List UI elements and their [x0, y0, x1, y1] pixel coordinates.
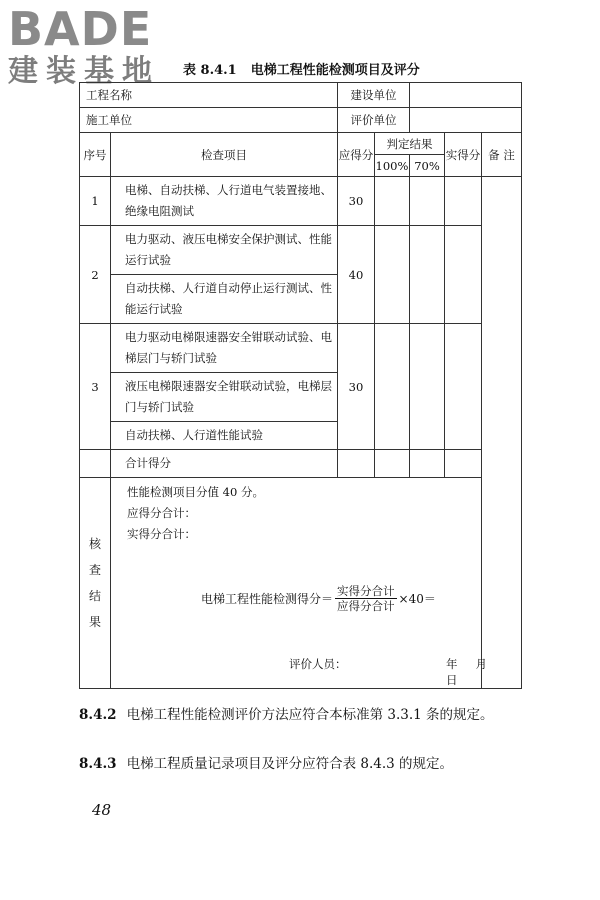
item-cell: 电力驱动、液压电梯安全保护测试、性能运行试验	[111, 226, 338, 275]
seq-cell: 2	[80, 226, 111, 324]
table-row	[80, 324, 522, 373]
performance-table	[79, 82, 522, 689]
header-item: 检查项目	[111, 133, 338, 177]
seq-cell: 3	[80, 324, 111, 450]
logo-subtitle: 建装基地	[8, 54, 160, 89]
formula-denominator: 应得分合计	[337, 599, 395, 613]
header-remark: 备 注	[482, 133, 522, 177]
check-result-row	[80, 478, 522, 689]
result-line-1: 性能检测项目分值 40 分。	[127, 485, 264, 499]
table-header-row	[80, 133, 522, 155]
paragraph-8-4-2	[79, 704, 529, 726]
contractor-label: 施工单位	[80, 108, 338, 133]
paragraph-8-4-3	[79, 753, 529, 775]
header-100: 100%	[375, 155, 410, 177]
evaluator-unit-value	[410, 108, 522, 133]
date-fields	[446, 656, 521, 688]
score-cell: 40	[338, 226, 375, 324]
check-result-content	[111, 478, 522, 689]
item-cell: 自动扶梯、人行道自动停止运行测试、性能运行试验	[111, 275, 338, 324]
formula-tail: ×40＝	[398, 592, 436, 606]
table-number: 表 8.4.1	[183, 63, 237, 78]
table-title	[183, 59, 420, 78]
header-judgement: 判定结果	[375, 133, 445, 155]
paragraph-number: 8.4.3	[79, 756, 117, 772]
item-cell: 电梯、自动扶梯、人行道电气装置接地、绝缘电阻测试	[111, 177, 338, 226]
table-row	[80, 177, 522, 226]
score-cell: 30	[338, 177, 375, 226]
check-result-label: 核 查 结 果	[80, 478, 111, 689]
header-70: 70%	[410, 155, 445, 177]
paragraph-number: 8.4.2	[79, 707, 117, 723]
header-should-score: 应得分	[338, 133, 375, 177]
seq-cell: 1	[80, 177, 111, 226]
score-cell: 30	[338, 324, 375, 450]
item-cell: 液压电梯限速器安全钳联动试验，电梯层门与轿门试验	[111, 373, 338, 422]
score-formula	[201, 584, 436, 613]
table-row	[80, 108, 522, 133]
header-seq: 序号	[80, 133, 111, 177]
date-year: 年	[446, 657, 458, 671]
table-row	[80, 226, 522, 275]
paragraph-text: 电梯工程质量记录项目及评分应符合表 8.4.3 的规定。	[126, 756, 454, 772]
date-day: 日	[446, 673, 458, 687]
result-line-3: 实得分合计：	[127, 527, 196, 541]
formula-numerator: 实得分合计	[337, 584, 395, 598]
item-cell: 电力驱动电梯限速器安全钳联动试验、电梯层门与轿门试验	[111, 324, 338, 373]
header-actual-score: 实得分	[445, 133, 482, 177]
date-month: 月	[475, 657, 487, 671]
project-name-label: 工程名称	[80, 83, 338, 108]
bade-logo	[8, 2, 178, 89]
table-title-text: 电梯工程性能检测项目及评分	[250, 63, 420, 78]
paragraph-text: 电梯工程性能检测评价方法应符合本标准第 3.3.1 条的规定。	[126, 707, 494, 723]
result-line-2: 应得分合计：	[127, 506, 196, 520]
total-label: 合计得分	[111, 450, 338, 478]
formula-lead: 电梯工程性能检测得分＝	[201, 592, 334, 606]
page-number: 48	[92, 801, 112, 819]
logo-brand: BADE	[8, 2, 153, 56]
evaluator-unit-label: 评价单位	[338, 108, 410, 133]
table-row	[80, 83, 522, 108]
evaluator-label: 评价人员：	[289, 657, 347, 671]
item-cell: 自动扶梯、人行道性能试验	[111, 422, 338, 450]
builder-label: 建设单位	[338, 83, 410, 108]
builder-value	[410, 83, 522, 108]
formula-fraction	[335, 584, 397, 613]
total-row	[80, 450, 522, 478]
